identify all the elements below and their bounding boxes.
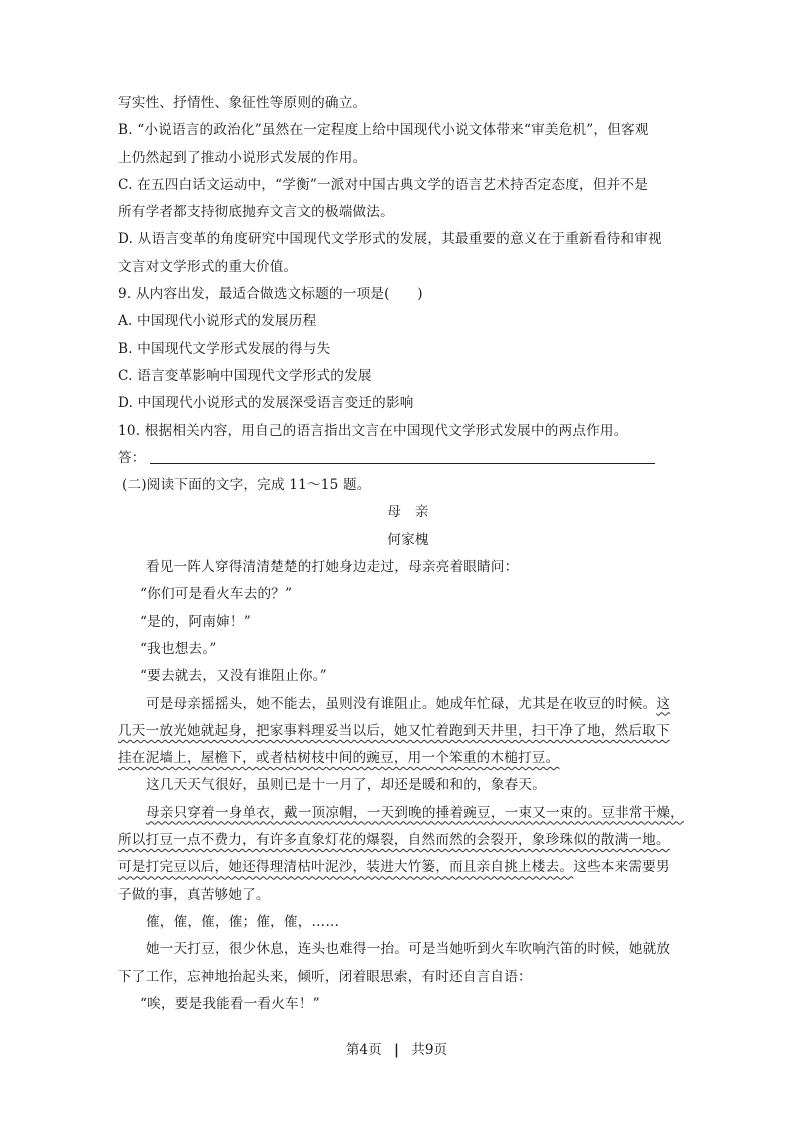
text-line: [118, 772, 698, 799]
answer-blank-line[interactable]: [150, 447, 655, 464]
text-segment: A. 中国现代小说形式的发展历程: [118, 313, 317, 330]
text-line: [118, 418, 698, 445]
text-line: [118, 991, 698, 1018]
page-footer: [0, 1038, 793, 1058]
text-segment: (二)阅读下面的文字，完成 11～15 题。: [122, 477, 371, 494]
page-total: 共9页: [411, 1042, 448, 1058]
text-line: [118, 281, 698, 308]
underlined-text: 几天一放光她就起身，把家事料理妥当以后，她又忙着跑到天井里，扫干净了地，然后取下: [118, 722, 670, 739]
text-segment: “我也想去。”: [140, 640, 217, 657]
text-line: [118, 609, 698, 636]
text-line: [118, 117, 698, 144]
text-line: [118, 936, 698, 963]
text-segment: C. 在五四白话文运动中，“学衡”一派对中国古典文学的语言艺术持否定态度，但并不是: [118, 176, 649, 193]
text-segment: 答：: [118, 449, 146, 466]
text-line: [118, 226, 698, 253]
text-segment: C. 语言变革影响中国现代文学形式的发展: [118, 367, 372, 384]
text-segment: “你们可是看火车去的？”: [140, 586, 293, 603]
text-segment: 这些本来需要男: [573, 859, 670, 876]
text-line: [118, 800, 698, 827]
text-line: [118, 527, 698, 554]
text-line: [118, 745, 698, 772]
text-line: [118, 499, 698, 526]
text-segment: “是的，阿南婶！”: [140, 613, 251, 630]
text-segment: 可是母亲摇摇头，她不能去，虽则没有谁阻止。她成年忙碌，尤其是在收豆的时候。: [146, 695, 657, 712]
text-line: [118, 363, 698, 390]
text-segment: 何家槐: [387, 531, 429, 548]
text-line: [118, 172, 698, 199]
text-line: [118, 145, 698, 172]
text-line: [118, 308, 698, 335]
text-segment: B. 中国现代文学形式发展的得与失: [118, 340, 331, 357]
text-line: [118, 554, 698, 581]
text-segment: 文言对文学形式的重大价值。: [118, 258, 298, 275]
text-line: [118, 336, 698, 363]
text-line: [118, 390, 698, 417]
text-line: [118, 663, 698, 690]
text-segment: 所有学者都支持彻底抛弃文言文的极端做法。: [118, 204, 394, 221]
text-segment: 这几天天气很好，虽则已是十一月了，却还是暖和和的，象春天。: [146, 777, 547, 794]
text-line: [118, 827, 698, 854]
text-segment: 上仍然起到了推动小说形式发展的作用。: [118, 149, 367, 166]
underlined-text: 所以打豆一点不费力，有许多直象灯花的爆裂，自然而然的会裂开，象珍珠似的散满一地。: [118, 832, 670, 849]
text-line: [118, 445, 698, 472]
text-segment: 写实性、抒情性、象征性等原则的确立。: [118, 95, 367, 111]
text-segment: B. “小说语言的政治化”虽然在一定程度上给中国现代小说文体带来“审美危机”，但客观: [118, 122, 649, 139]
text-segment: D. 中国现代小说形式的发展深受语言变迁的影响: [118, 395, 414, 412]
text-line: [118, 254, 698, 281]
text-line: [118, 636, 698, 663]
text-line: [118, 909, 698, 936]
text-segment: 母 亲: [387, 504, 429, 521]
footer-separator: |: [394, 1042, 399, 1058]
text-segment: 傕，傕，傕，傕；傕，傕，……: [146, 913, 340, 930]
text-line: [118, 882, 698, 909]
text-segment: 9. 从内容出发，最适合做选文标题的一项是( ): [118, 286, 423, 303]
underlined-text: 可是打完豆以后，她还得理清枯叶泥沙，装进大竹篓，而且亲自挑上楼去。: [118, 859, 574, 876]
page-number: 第4页: [345, 1042, 382, 1058]
underlined-text: 挂在泥墙上，屋檐下，或者枯树枝中间的豌豆，用一个笨重的木槌打豆。: [118, 750, 560, 767]
text-line: [118, 964, 698, 991]
text-segment: D. 从语言变革的角度研究中国现代文学形式的发展，其最重要的意义在于重新看待和审视: [118, 231, 662, 248]
document-body: [118, 90, 698, 1018]
text-line: [118, 472, 698, 499]
text-segment: 她一天打豆，很少休息，连头也难得一抬。可是当她听到火车吹响汽笛的时候，她就放: [146, 941, 671, 958]
text-line: [118, 90, 698, 117]
text-segment: “要去就去，又没有谁阻止你。”: [140, 668, 327, 685]
text-segment: 看见一阵人穿得清清楚楚的打她身边走过，母亲亮着眼睛问：: [146, 559, 519, 576]
text-segment: 下了工作，忘神地抬起头来，倾听，闭着眼思索，有时还自言自语：: [118, 968, 532, 985]
text-segment: “唉，要是我能看一看火车！”: [140, 995, 320, 1012]
underlined-text: 这: [656, 695, 671, 712]
text-line: [118, 718, 698, 745]
text-line: [118, 199, 698, 226]
text-segment: 子做的事，真苦够她了。: [118, 886, 270, 903]
text-line: [118, 581, 698, 608]
text-line: [118, 854, 698, 881]
underlined-text: 母亲只穿着一身单衣，戴一顶凉帽，一天到晚的捶着豌豆，一束又一束的。豆非常干燥，: [146, 804, 684, 821]
text-line: [118, 691, 698, 718]
text-segment: 10. 根据相关内容，用自己的语言指出文言在中国现代文学形式发展中的两点作用。: [118, 422, 628, 439]
